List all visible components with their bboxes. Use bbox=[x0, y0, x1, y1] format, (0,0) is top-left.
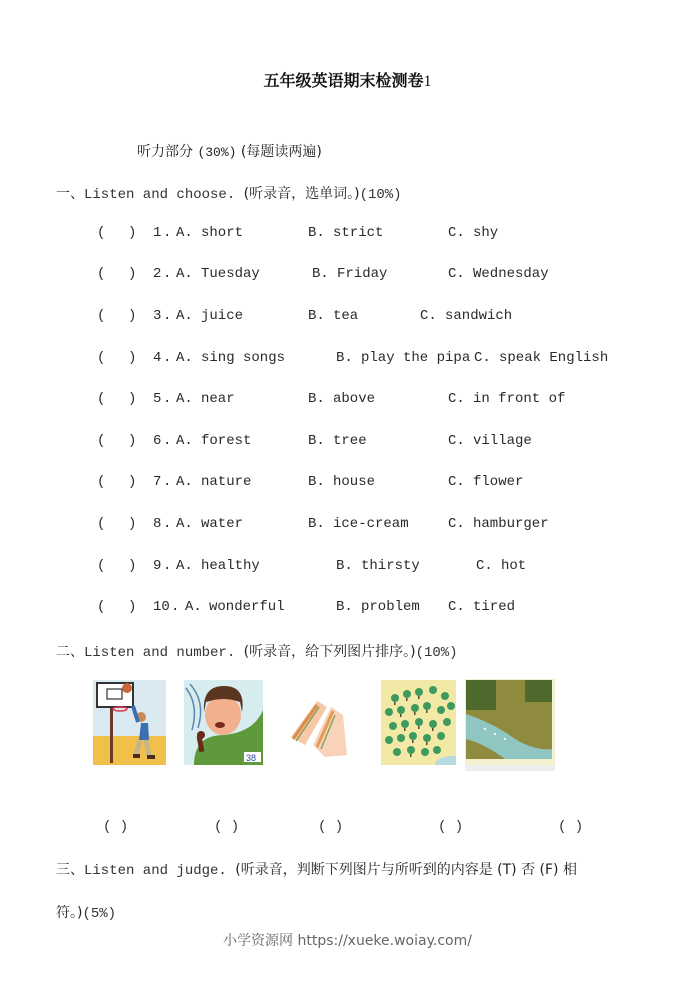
document-title bbox=[0, 68, 695, 91]
option-c-label: C. bbox=[448, 516, 465, 532]
question-number-dot: . bbox=[163, 350, 172, 366]
answer-bracket-open[interactable]: ( bbox=[97, 433, 106, 449]
answer-bracket-open[interactable]: ( bbox=[97, 558, 106, 574]
section1-prefix: 一、 bbox=[56, 186, 84, 202]
question-row bbox=[97, 350, 657, 370]
option-a-text: water bbox=[201, 516, 244, 532]
question-number: 10 bbox=[153, 599, 170, 615]
answer-bracket-close[interactable]: ) bbox=[128, 350, 137, 366]
listening-percent: (30%) bbox=[197, 145, 237, 160]
option-c-text: tired bbox=[473, 599, 516, 615]
question-number: 9 bbox=[153, 558, 162, 574]
option-c-label: C. bbox=[448, 599, 465, 615]
answer-blank-4[interactable]: ( ) bbox=[438, 819, 464, 835]
option-b-text: thirsty bbox=[361, 558, 420, 574]
option-a-text: juice bbox=[201, 308, 244, 324]
option-b-text: Friday bbox=[337, 266, 388, 282]
question-number-dot: . bbox=[163, 266, 172, 282]
question-row bbox=[97, 308, 657, 328]
option-a-label: A. bbox=[176, 225, 193, 241]
picture-forest bbox=[381, 680, 456, 765]
option-a-label: A. bbox=[176, 433, 193, 449]
option-b-label: B. bbox=[308, 308, 325, 324]
question-number-dot: . bbox=[163, 474, 172, 490]
title-number: 1 bbox=[423, 73, 432, 90]
answer-bracket-open[interactable]: ( bbox=[97, 225, 106, 241]
option-a-text: forest bbox=[201, 433, 252, 449]
option-b-label: B. bbox=[336, 599, 353, 615]
option-a-label: A. bbox=[176, 516, 193, 532]
option-b-label: B. bbox=[308, 474, 325, 490]
answer-bracket-open[interactable]: ( bbox=[97, 350, 106, 366]
question-number: 4 bbox=[153, 350, 162, 366]
option-c-label: C. bbox=[448, 225, 465, 241]
section2-heading bbox=[56, 641, 458, 661]
question-number-dot: . bbox=[163, 558, 172, 574]
option-c-label: C. bbox=[448, 266, 465, 282]
answer-bracket-close[interactable]: ) bbox=[128, 266, 137, 282]
option-a-text: healthy bbox=[201, 558, 260, 574]
title-text: 五年级英语期末检测卷 bbox=[263, 71, 424, 90]
option-b-label: B. bbox=[308, 433, 325, 449]
option-a-text: near bbox=[201, 391, 235, 407]
answer-bracket-close[interactable]: ) bbox=[128, 225, 137, 241]
option-a-label: A. bbox=[176, 308, 193, 324]
section1-percent: (10%) bbox=[359, 187, 402, 203]
answer-bracket-open[interactable]: ( bbox=[97, 474, 106, 490]
option-a-text: sing songs bbox=[201, 350, 286, 366]
option-c-label: C. bbox=[448, 474, 465, 490]
option-c-text: Wednesday bbox=[473, 266, 549, 282]
answer-blank-1[interactable]: ( ) bbox=[103, 819, 129, 835]
option-c-text: speak English bbox=[499, 350, 609, 366]
answer-bracket-close[interactable]: ) bbox=[128, 433, 137, 449]
footer-watermark: 小学资源网 https://xueke.woiay.com/ bbox=[223, 933, 472, 949]
answer-bracket-close[interactable]: ) bbox=[128, 474, 137, 490]
option-c-text: shy bbox=[473, 225, 499, 241]
question-number: 1 bbox=[153, 225, 162, 241]
picture-basketball-player bbox=[93, 680, 166, 765]
section2-prefix: 二、 bbox=[56, 644, 84, 660]
option-a-text: Tuesday bbox=[201, 266, 260, 282]
option-a-label: A. bbox=[176, 474, 193, 490]
option-a-label: A. bbox=[176, 350, 193, 366]
option-c-label: C. bbox=[448, 391, 465, 407]
section3-chinese-line1: (听录音，判断下列图片与所听到的内容是 (T) 否 (F) 相 bbox=[235, 862, 577, 878]
section1-chinese: (听录音，选单词。) bbox=[243, 186, 360, 202]
question-row bbox=[97, 266, 657, 286]
question-number: 2 bbox=[153, 266, 162, 282]
question-row bbox=[97, 599, 657, 619]
question-number: 3 bbox=[153, 308, 162, 324]
option-c-text: flower bbox=[473, 474, 524, 490]
section3-chinese-line2: 符。) bbox=[56, 905, 83, 921]
question-row bbox=[97, 391, 657, 411]
option-b-text: strict bbox=[333, 225, 384, 241]
listening-label: 听力部分 bbox=[137, 144, 193, 160]
section3-heading-line1 bbox=[56, 859, 577, 879]
question-row bbox=[97, 558, 657, 578]
answer-bracket-open[interactable]: ( bbox=[97, 391, 106, 407]
question-row bbox=[97, 516, 657, 536]
option-a-label: A. bbox=[176, 391, 193, 407]
question-number: 7 bbox=[153, 474, 162, 490]
option-c-label: C. bbox=[474, 350, 491, 366]
answer-bracket-close[interactable]: ) bbox=[128, 516, 137, 532]
option-a-label: A. bbox=[176, 558, 193, 574]
answer-bracket-open[interactable]: ( bbox=[97, 516, 106, 532]
question-number-dot: . bbox=[163, 308, 172, 324]
question-number-dot: . bbox=[163, 433, 172, 449]
answer-bracket-close[interactable]: ) bbox=[128, 308, 137, 324]
listening-note: (每题读两遍) bbox=[240, 144, 322, 160]
option-b-text: above bbox=[333, 391, 376, 407]
option-b-label: B. bbox=[308, 225, 325, 241]
option-b-label: B. bbox=[336, 350, 353, 366]
listening-part-heading bbox=[137, 141, 322, 161]
picture-river bbox=[465, 679, 557, 771]
question-row bbox=[97, 225, 657, 245]
option-b-label: B. bbox=[308, 516, 325, 532]
answer-bracket-close[interactable]: ) bbox=[128, 558, 137, 574]
option-a-label: A. bbox=[176, 266, 193, 282]
option-b-text: tea bbox=[333, 308, 359, 324]
section3-english: Listen and judge. bbox=[84, 863, 227, 879]
option-a-text: nature bbox=[201, 474, 252, 490]
option-b-text: house bbox=[333, 474, 376, 490]
option-c-label: C. bbox=[420, 308, 437, 324]
question-number: 6 bbox=[153, 433, 162, 449]
section1-heading bbox=[56, 183, 402, 203]
option-c-text: in front of bbox=[473, 391, 566, 407]
option-c-text: hot bbox=[501, 558, 527, 574]
option-a-label: A. bbox=[185, 599, 202, 615]
question-number-dot: . bbox=[163, 516, 172, 532]
section2-percent: (10%) bbox=[415, 645, 458, 661]
section2-chinese: (听录音，给下列图片排序。) bbox=[243, 644, 416, 660]
question-number-dot: . bbox=[163, 225, 172, 241]
answer-bracket-close[interactable]: ) bbox=[128, 599, 137, 615]
option-b-label: B. bbox=[308, 391, 325, 407]
option-a-text: short bbox=[201, 225, 244, 241]
option-c-text: hamburger bbox=[473, 516, 549, 532]
answer-blank-5[interactable]: ( ) bbox=[558, 819, 584, 835]
option-c-text: sandwich bbox=[445, 308, 513, 324]
picture-boy-singing bbox=[184, 680, 263, 765]
svg-text:38: 38 bbox=[246, 753, 257, 763]
question-row bbox=[97, 433, 657, 453]
option-b-text: tree bbox=[333, 433, 367, 449]
section2-english: Listen and number. bbox=[84, 645, 236, 661]
picture-sandwich bbox=[287, 695, 350, 760]
question-number-dot: . bbox=[171, 599, 180, 615]
question-number-dot: . bbox=[163, 391, 172, 407]
section1-english: Listen and choose. bbox=[84, 187, 236, 203]
question-row bbox=[97, 474, 657, 494]
answer-bracket-open[interactable]: ( bbox=[97, 266, 106, 282]
answer-bracket-open[interactable]: ( bbox=[97, 599, 106, 615]
section3-prefix: 三、 bbox=[56, 862, 84, 878]
section3-heading-line2 bbox=[56, 902, 116, 922]
option-c-label: C. bbox=[476, 558, 493, 574]
question-number: 5 bbox=[153, 391, 162, 407]
option-c-label: C. bbox=[448, 433, 465, 449]
option-a-text: wonderful bbox=[209, 599, 285, 615]
answer-blank-2[interactable]: ( ) bbox=[214, 819, 240, 835]
option-b-text: problem bbox=[361, 599, 420, 615]
answer-bracket-close[interactable]: ) bbox=[128, 391, 137, 407]
option-b-text: ice-cream bbox=[333, 516, 409, 532]
option-c-text: village bbox=[473, 433, 532, 449]
question-number: 8 bbox=[153, 516, 162, 532]
answer-bracket-open[interactable]: ( bbox=[97, 308, 106, 324]
section3-percent: (5%) bbox=[82, 906, 117, 922]
option-b-text: play the pipa bbox=[361, 350, 471, 366]
answer-blank-3[interactable]: ( ) bbox=[318, 819, 344, 835]
option-b-label: B. bbox=[336, 558, 353, 574]
option-b-label: B. bbox=[312, 266, 329, 282]
